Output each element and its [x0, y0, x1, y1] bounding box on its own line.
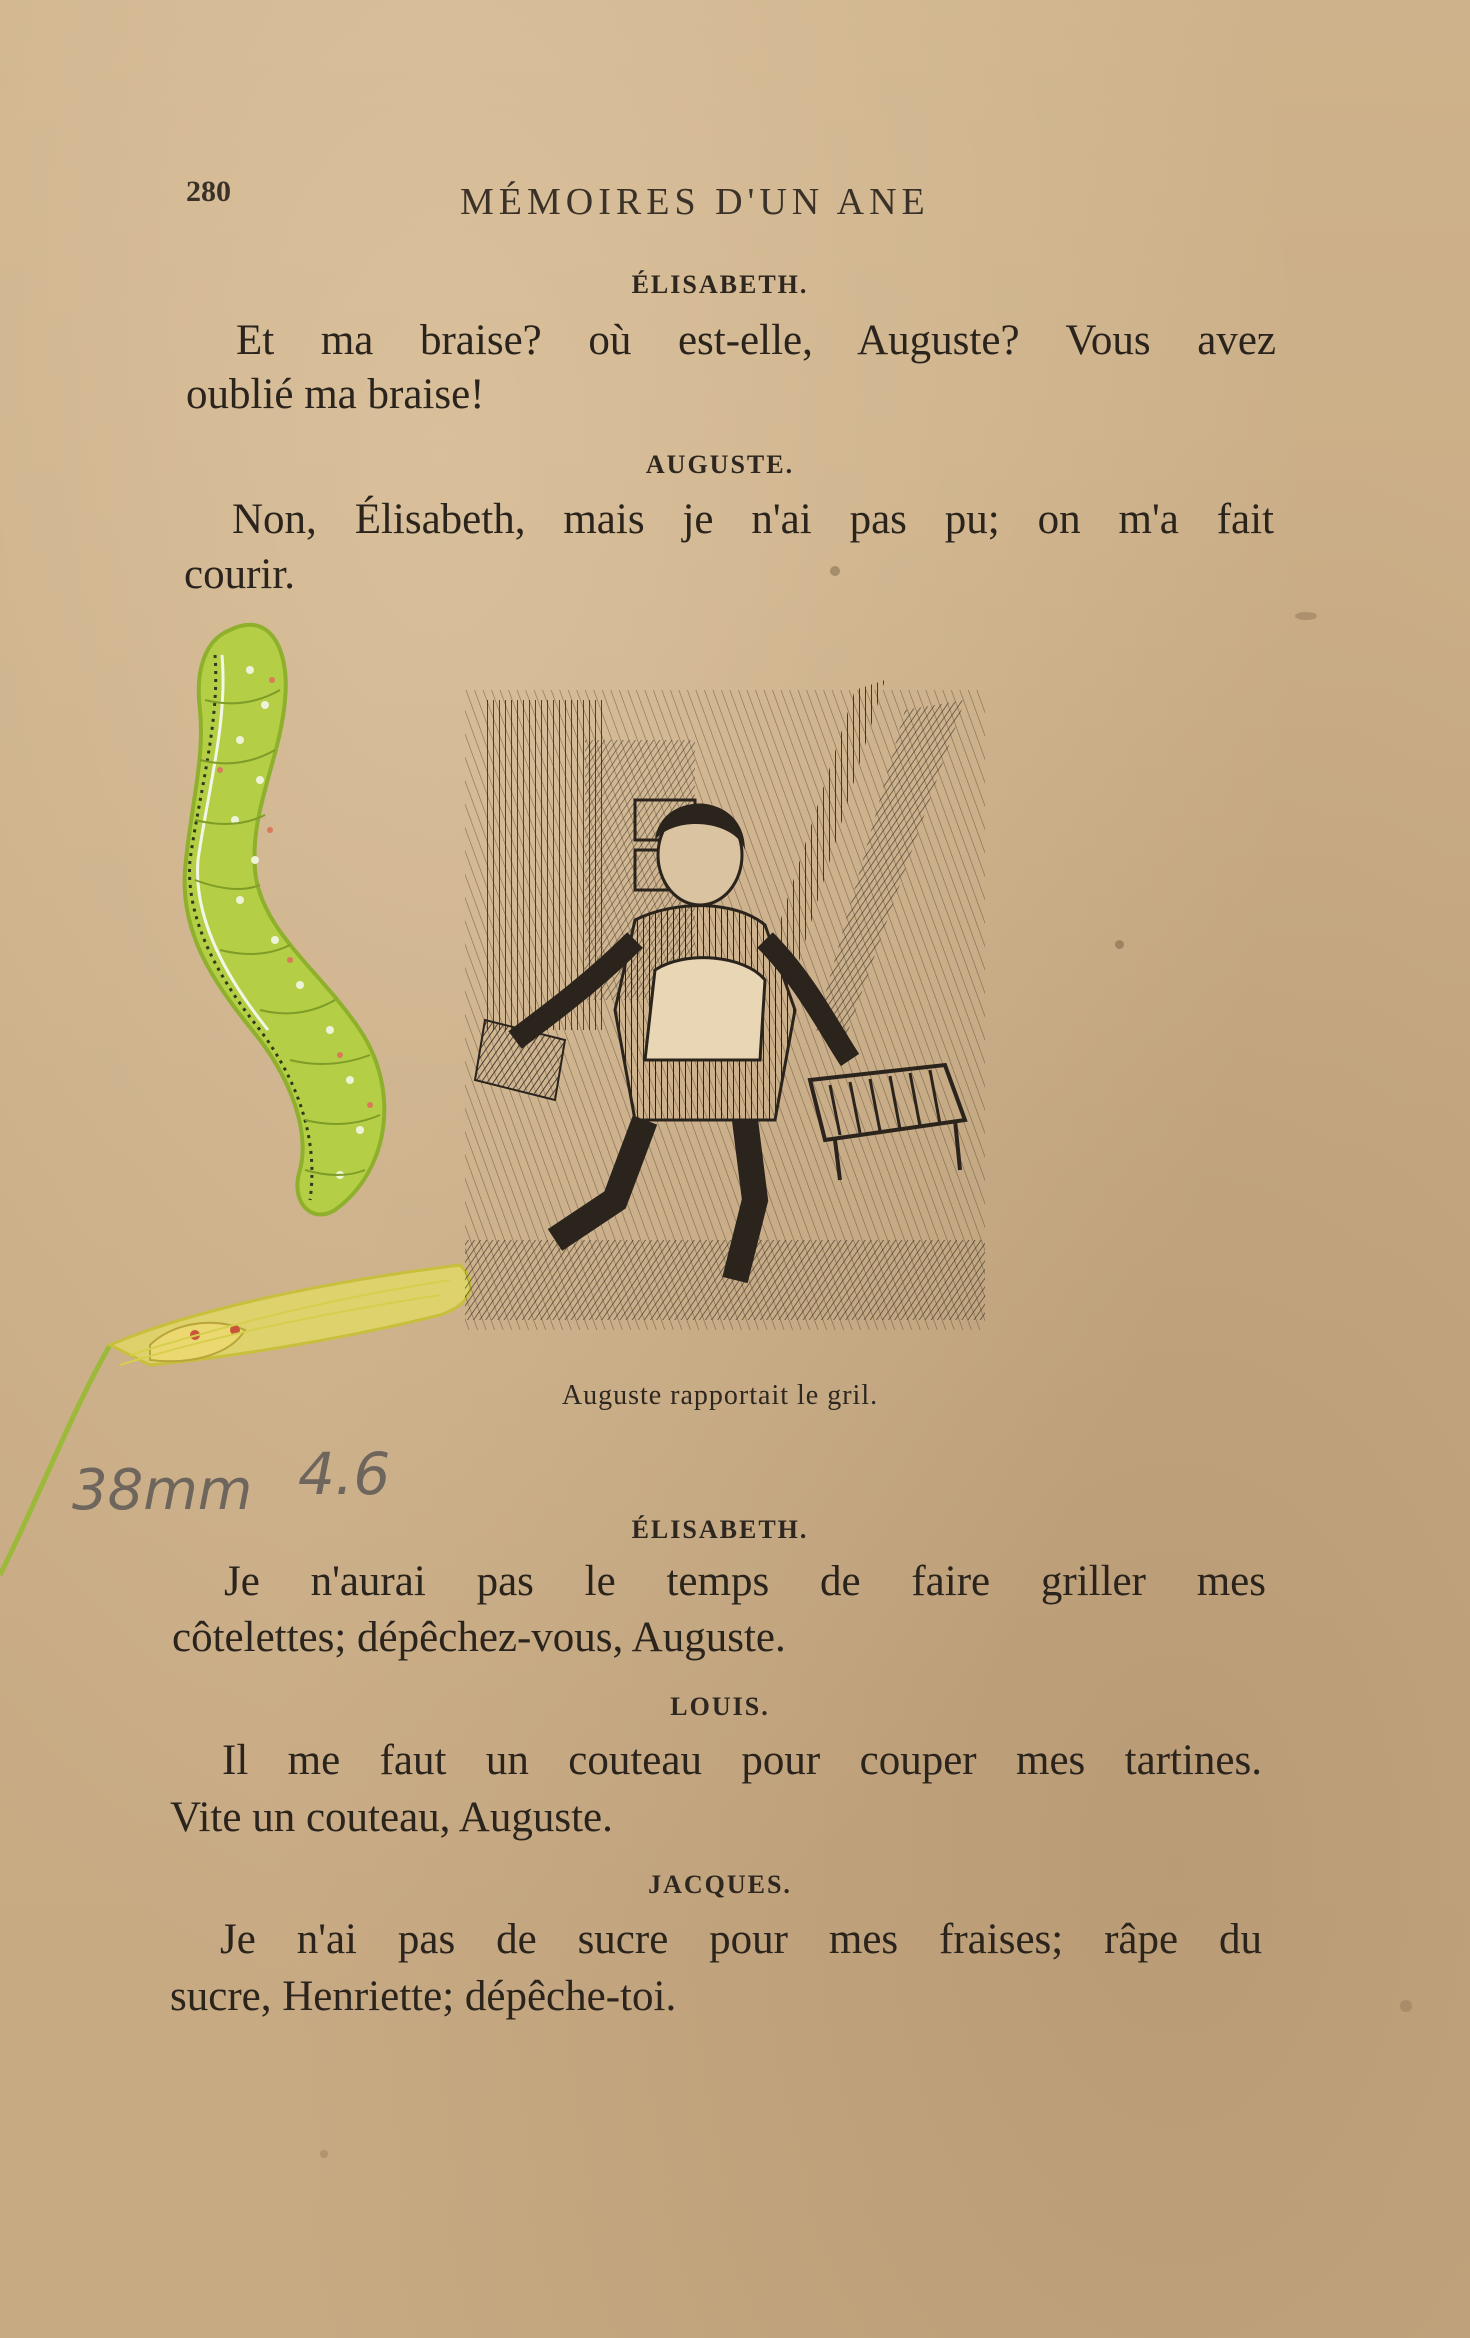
speaker-name: AUGUSTE.: [645, 450, 795, 479]
dialogue-line: Il me faut un couteau pour couper mes tartines.: [222, 1737, 1262, 1784]
dialogue-line: sucre, Henriette; dépêche-toi.: [170, 1973, 677, 2020]
paper-speck: [830, 566, 840, 576]
paper-speck: [320, 2150, 328, 2158]
page-number: 280: [186, 175, 231, 208]
speaker-name: ÉLISABETH.: [631, 1515, 809, 1544]
dialogue-line: Et ma braise? où est-elle, Auguste? Vous avez: [236, 317, 1276, 364]
speaker-name: JACQUES.: [648, 1870, 792, 1899]
engraving-illustration: [445, 680, 1000, 1340]
dialogue-line: Je n'ai pas de sucre pour mes fraises; râpe du: [220, 1916, 1262, 1963]
dialogue-line: Je n'aurai pas le temps de faire griller mes: [224, 1558, 1266, 1605]
speaker-name: LOUIS.: [670, 1692, 770, 1721]
paper-speck: [1115, 940, 1124, 949]
paper-speck: [1400, 2000, 1412, 2012]
stem-drawing: [0, 1245, 520, 1595]
dialogue-line: Non, Élisabeth, mais je n'ai pas pu; on m'a fait: [232, 496, 1274, 543]
paper-speck: [1295, 612, 1317, 620]
dialogue-line: oublié ma braise!: [186, 371, 485, 418]
handwritten-measure: 38mm: [72, 1458, 253, 1523]
speaker-name: ÉLISABETH.: [631, 270, 809, 299]
handwritten-number: 4.6: [298, 1440, 391, 1508]
dialogue-line: côtelettes; dépêchez-vous, Auguste.: [172, 1614, 786, 1661]
caterpillar-drawing: [160, 610, 410, 1240]
dialogue-line: Vite un couteau, Auguste.: [170, 1794, 613, 1841]
illustration-caption: Auguste rapportait le gril.: [561, 1380, 879, 1411]
running-title: MÉMOIRES D'UN ANE: [460, 181, 930, 223]
dialogue-line: courir.: [184, 551, 296, 598]
